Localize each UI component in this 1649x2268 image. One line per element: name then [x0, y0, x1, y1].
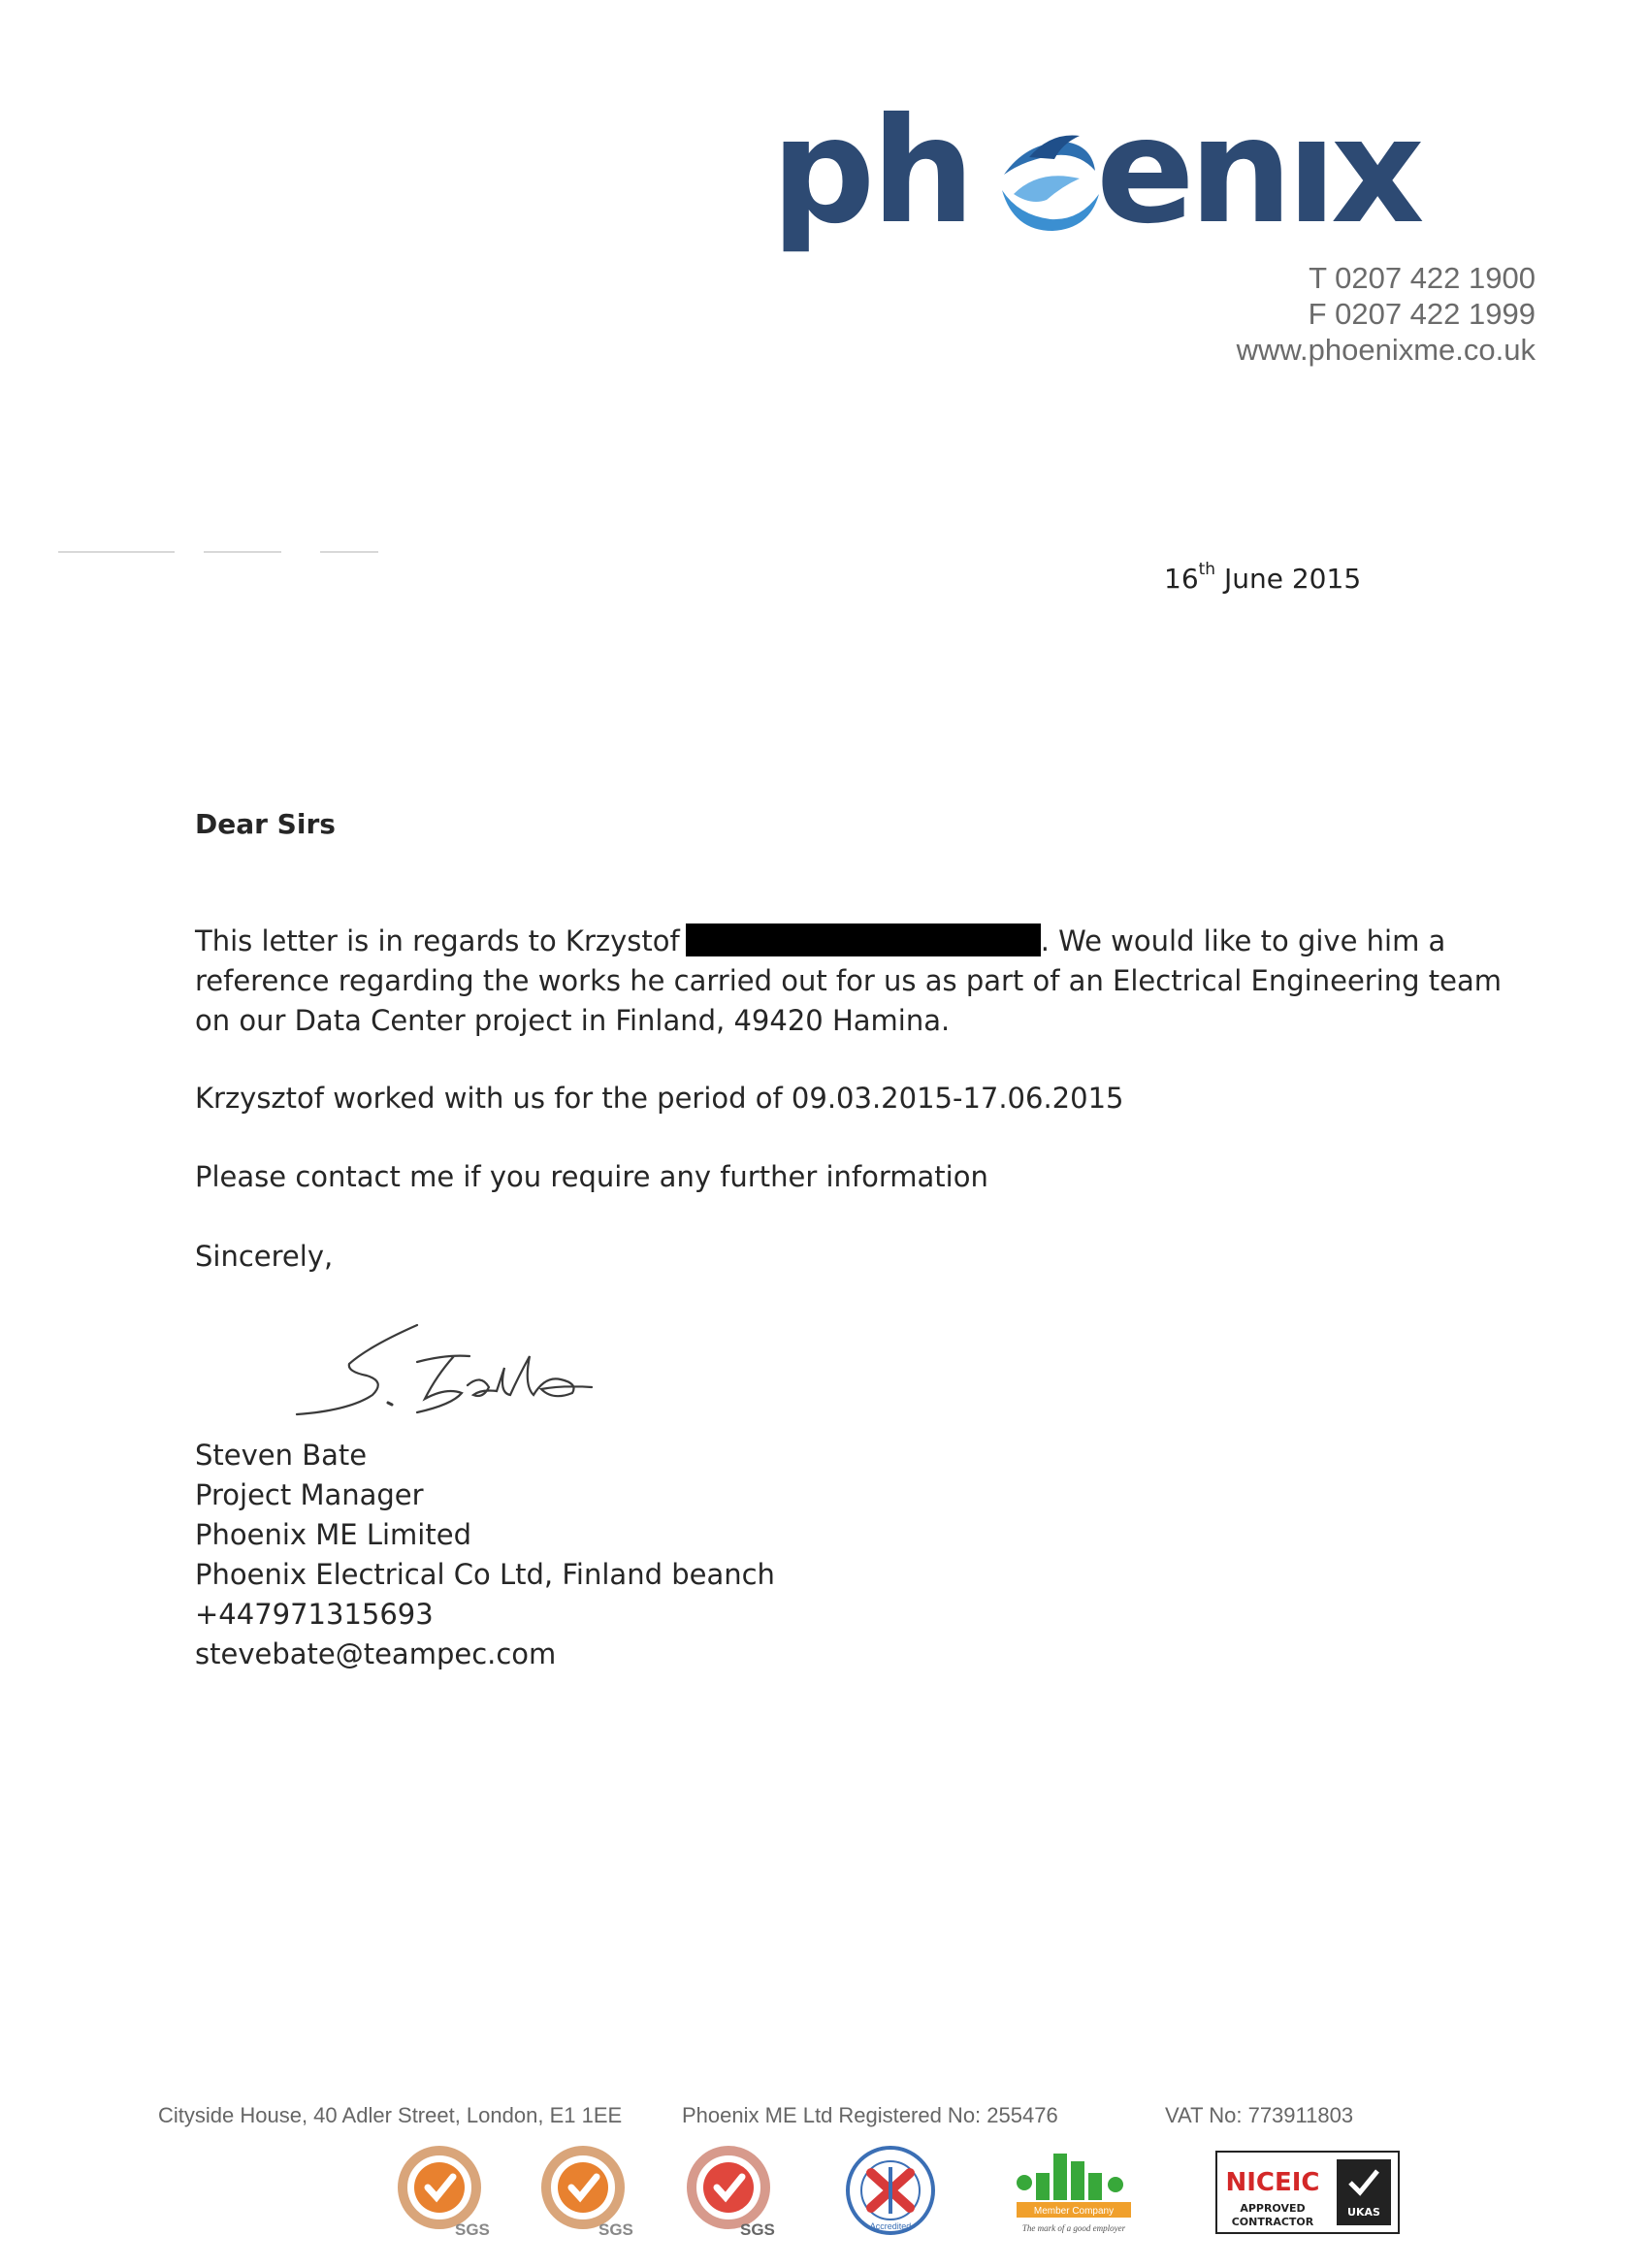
svg-text:enıx: enıx: [1096, 87, 1419, 256]
sgs-certification-badge-2: [536, 2144, 643, 2241]
fold-line: [204, 551, 281, 553]
svg-text:SGS: SGS: [455, 2220, 490, 2239]
svg-text:CONTRACTOR: CONTRACTOR: [1231, 2216, 1314, 2228]
svg-text:SGS: SGS: [598, 2220, 633, 2239]
svg-text:Member Company: Member Company: [1033, 2206, 1115, 2217]
signatory-email[interactable]: stevebate@teampec.com: [195, 1637, 557, 1670]
signatory-title: Project Manager: [195, 1478, 424, 1511]
svg-text:ph: ph: [771, 87, 972, 256]
fold-line: [58, 551, 175, 553]
signatory-phone: +447971315693: [195, 1598, 434, 1631]
svg-text:APPROVED: APPROVED: [1240, 2202, 1306, 2215]
niceic-approved-contractor-badge: [1214, 2144, 1401, 2241]
footer-address: Cityside House, 40 Adler Street, London, E1 1EE: [158, 2103, 623, 2127]
website-link[interactable]: www.phoenixme.co.uk: [1236, 333, 1536, 367]
chas-accredited-badge: [842, 2144, 939, 2241]
paragraph-period: Krzysztof worked with us for the period of 09.03.2015-17.06.2015: [195, 1082, 1124, 1115]
signatory-company: Phoenix ME Limited: [195, 1518, 471, 1551]
svg-text:UKAS: UKAS: [1347, 2206, 1380, 2219]
phone-number: T 0207 422 1900: [1309, 261, 1536, 295]
sgs-certification-badge-3: [682, 2144, 789, 2241]
svg-text:The mark of a good employer: The mark of a good employer: [1021, 2223, 1126, 2233]
paragraph-contact: Please contact me if you require any further information: [195, 1160, 988, 1193]
phoenix-logo: [771, 85, 1440, 289]
handwritten-signature: [291, 1317, 611, 1424]
fax-number: F 0207 422 1999: [1308, 297, 1536, 331]
salutation: Dear Sirs: [195, 808, 336, 840]
footer-registration: Phoenix ME Ltd Registered No: 255476: [682, 2103, 1058, 2127]
svg-text:Accredited: Accredited: [869, 2221, 912, 2231]
redacted-surname: [686, 923, 1041, 956]
sgs-certification-badge-1: [393, 2144, 500, 2241]
svg-text:SGS: SGS: [740, 2220, 775, 2239]
svg-text:NICEIC: NICEIC: [1225, 2168, 1320, 2197]
fold-line: [320, 551, 378, 553]
closing: Sincerely,: [195, 1240, 334, 1273]
signatory-branch: Phoenix Electrical Co Ltd, Finland beanch: [195, 1558, 775, 1591]
signature-block: [195, 1436, 775, 1674]
letterhead-contact: [1237, 260, 1536, 368]
letter-date: 16th June 2015: [1164, 559, 1362, 595]
phoenix-bird-icon: [994, 135, 1099, 236]
signatory-name: Steven Bate: [195, 1439, 368, 1472]
member-company-badge: [1009, 2144, 1140, 2241]
paragraph-intro: This letter is in regards to Krzystof . We would like to give him a reference regarding the works he carried out for us as part of an Electrical Engineering team on our Data Center project in Finland, 49420 Hamina.: [195, 924, 1503, 1037]
footer-vat: VAT No: 773911803: [1165, 2103, 1354, 2127]
